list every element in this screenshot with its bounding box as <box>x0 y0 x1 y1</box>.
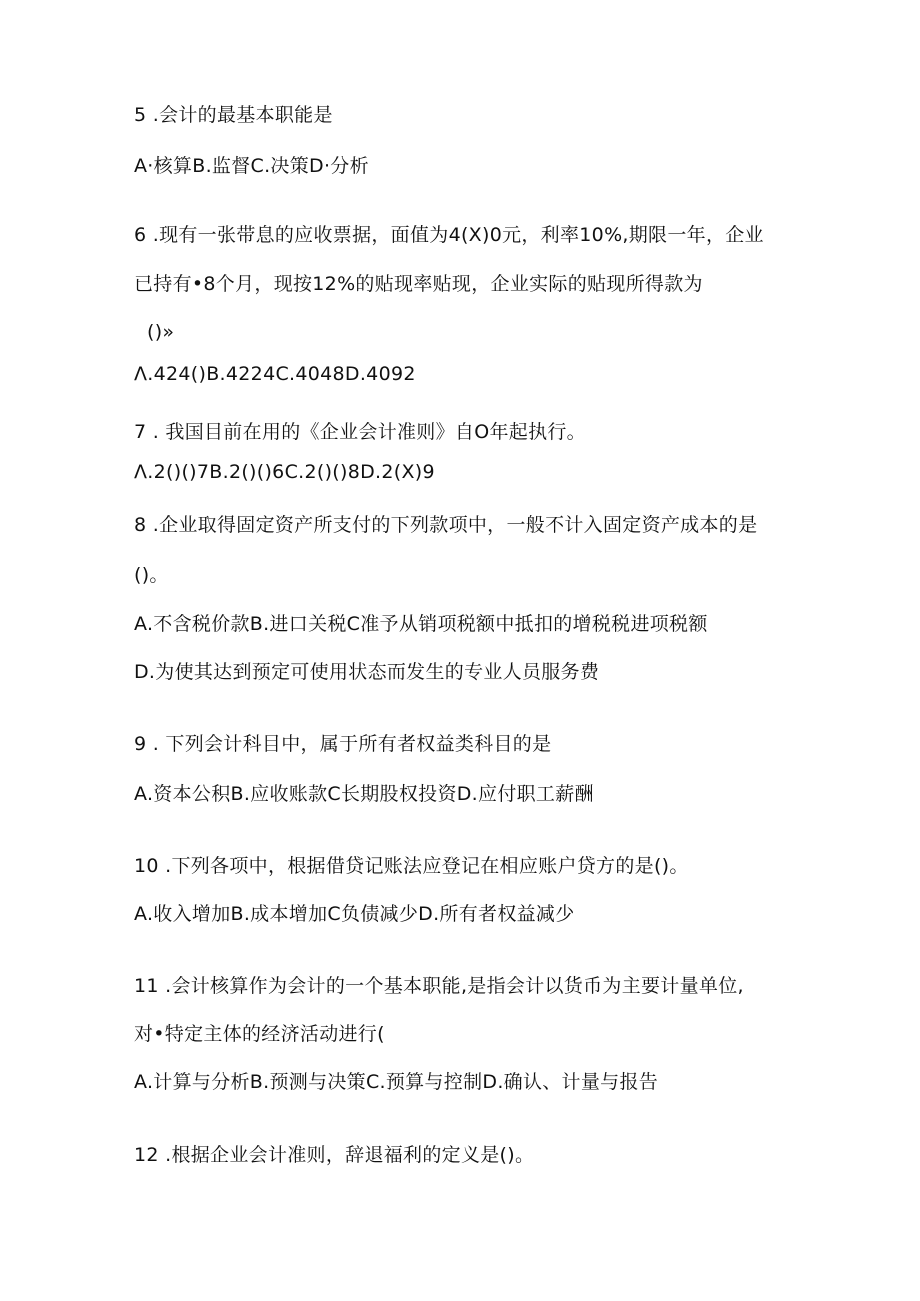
question-8-stem-line-2: ()。 <box>134 564 169 586</box>
question-9-options: A.资本公积B.应收账款C长期股权投资D.应付职工薪酬 <box>134 783 594 805</box>
question-6-stem-line-2: 已持有•8个月，现按12%的贴现率贴现，企业实际的贴现所得款为 <box>134 273 703 295</box>
question-8-stem-line-1: 8 .企业取得固定资产所支付的下列款项中，一般不计入固定资产成本的是 <box>134 514 758 536</box>
question-7-stem: 7 . 我国目前在用的《企业会计准则》自O年起执行。 <box>134 421 586 443</box>
question-6-stem-line-1: 6 .现有一张带息的应收票据，面值为4(X)0元，利率10%,期限一年，企业 <box>134 224 764 246</box>
question-8-options-line-1: A.不含税价款B.进口关税C准予从销项税额中抵扣的增税税进项税额 <box>134 613 708 635</box>
question-10-options: A.收入增加B.成本增加C负债减少D.所有者权益减少 <box>134 903 575 925</box>
question-9-stem: 9 . 下列会计科目中，属于所有者权益类科目的是 <box>134 733 552 755</box>
question-6-options: Λ.424()B.4224C.4048D.4092 <box>134 363 416 385</box>
question-8-options-line-2: D.为使其达到预定可使用状态而发生的专业人员服务费 <box>134 661 600 683</box>
question-12-stem: 12 .根据企业会计准则，辞退福利的定义是()。 <box>134 1144 535 1166</box>
question-10-stem: 10 .下列各项中，根据借贷记账法应登记在相应账户贷方的是()。 <box>134 855 689 877</box>
question-5-stem: 5 .会计的最基本职能是 <box>134 104 333 126</box>
question-11-stem-line-1: 11 .会计核算作为会计的一个基本职能,是指会计以货币为主要计量单位, <box>134 975 744 997</box>
question-5-options: A·核算B.监督C.决策D·分析 <box>134 155 369 177</box>
question-7-options: Λ.2()()7B.2()()6C.2()()8D.2(X)9 <box>134 461 435 483</box>
question-6-stem-line-3: ()» <box>147 321 175 343</box>
question-11-stem-line-2: 对•特定主体的经济活动进行( <box>134 1023 385 1045</box>
question-11-options: A.计算与分析B.预测与决策C.预算与控制D.确认、计量与报告 <box>134 1071 659 1093</box>
